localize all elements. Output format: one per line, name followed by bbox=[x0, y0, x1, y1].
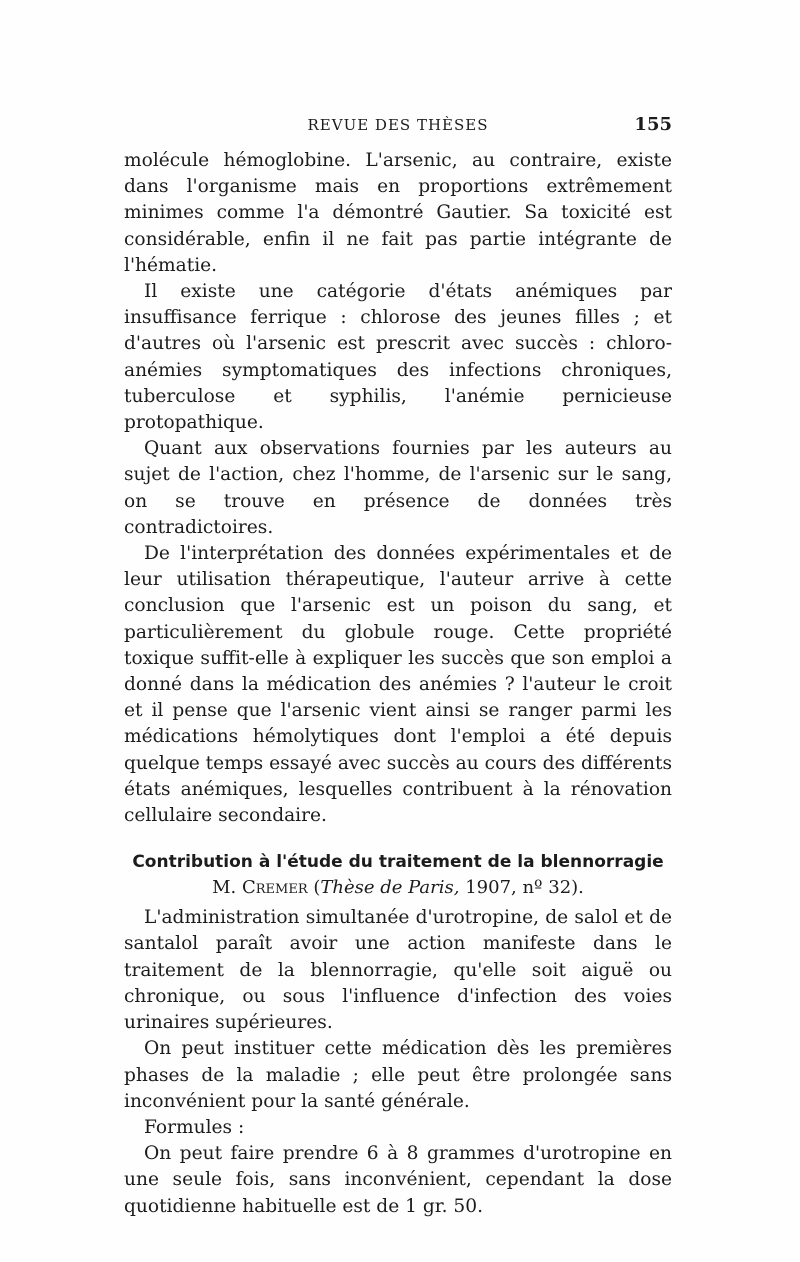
running-title: REVUE DES THÈSES bbox=[307, 116, 489, 134]
paragraph: Formules : bbox=[144, 1116, 245, 1138]
page-header bbox=[124, 116, 672, 140]
section-heading: Contribution à l'étude du traitement de la blennorragie bbox=[132, 852, 664, 873]
paragraph: On peut instituer cette médication dès les premières phases de la maladie ; elle peut être prolongée sans inconvénient pour la santé générale. bbox=[124, 1038, 672, 1112]
body-text bbox=[124, 148, 672, 1220]
citation-source: Thèse de Paris, bbox=[320, 877, 460, 899]
paragraph: Il existe une catégorie d'états anémiques par insuffisance ferrique : chlorose des jeunes filles ; et d'autres où l'arsenic est prescrit avec succès : chloro-anémies symptomatiques des infections chroniques, tuberculose et syphilis, l'anémie pernicieuse protopathique. bbox=[124, 281, 672, 434]
citation bbox=[124, 875, 672, 901]
paragraph: On peut faire prendre 6 à 8 grammes d'urotropine en une seule fois, sans inconvénient, cependant la dose quotidienne habituelle est de 1 gr. 50. bbox=[124, 1143, 672, 1217]
page-number: 155 bbox=[634, 114, 672, 135]
citation-author: Cremer bbox=[241, 877, 308, 899]
paragraph: molécule hémoglobine. L'arsenic, au contraire, existe dans l'organisme mais en proportions extrêmement minimes comme l'a démontré Gautier. Sa toxicité est considérable, enfin il ne fait pas partie intégrante de l'hématie. bbox=[124, 150, 672, 276]
paragraph: De l'interprétation des données expérimentales et de leur utilisation thérapeutique, l'auteur arrive à cette conclusion que l'arsenic est un poison du sang, et particulièrement du globule rouge. Cette propriété toxique suffit-elle à expliquer les succès que son emploi a donné dans la médication des anémies ? l'auteur le croit et il pense que l'arsenic vient ainsi se ranger parmi les médications hémolytiques dont l'emploi a été depuis quelque temps essayé avec succès au cours des différents états anémiques, lesquelles contribuent à la rénovation cellulaire secondaire. bbox=[124, 543, 672, 827]
citation-paren: ( bbox=[307, 877, 321, 899]
paragraph: Quant aux observations fournies par les auteurs au sujet de l'action, chez l'homme, de l'arsenic sur le sang, on se trouve en présence de données très contradictoires. bbox=[124, 438, 672, 538]
paragraph: L'administration simultanée d'urotropine, de salol et de santalol paraît avoir une action manifeste dans le traitement de la blennorragie, qu'elle soit aiguë ou chronique, ou sous l'influence d'infection des voies urinaires supérieures. bbox=[124, 907, 672, 1034]
citation-details: 1907, nº 32). bbox=[459, 877, 584, 899]
citation-author-prefix: M. bbox=[212, 877, 242, 899]
